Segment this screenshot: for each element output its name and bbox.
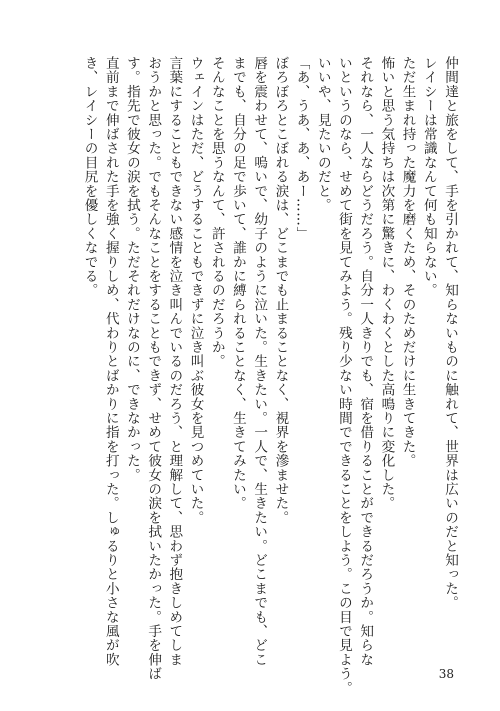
text-line: ウェインはただ、どうすることもできずに泣き叫ぶ彼女を見つめていた。 — [187, 56, 204, 525]
text-line: 怖いと思う気持ちは次第に驚きに、わくわくとした高鳴りに変化した。 — [378, 56, 395, 511]
text-line: 言葉にすることもできない感情を泣き叫んでいるのだろう、と理解して、思わず抱きしめてしま — [166, 56, 183, 667]
text-line: いというのなら、せめて街を見てみよう。残り少ない時間でできることをしよう。この目で見よう。 — [335, 56, 352, 695]
text-line: 唇を震わせて、嗚いで、幼子のように泣いた。生きたい。一人で、生きたい。どこまでも、どこ — [251, 56, 268, 667]
text-line: そんなことを思うなんて、許されるのだろうか。 — [208, 56, 225, 369]
text-line: ぼろぼろとこぼれる涙は、どこまでも止まることなく、視界を滲ませた。 — [272, 56, 289, 525]
text-line: 「あ、うあ、あ、あー……」 — [293, 56, 310, 241]
text-line: す。指先で彼女の涙を拭う。ただそれだけなのに、できなかった。 — [123, 56, 140, 482]
text-line: 直前まで伸ばされた手を強く握りしめ、代わりとばかりに指を打った。しゅるりと小さな風が吹 — [102, 56, 119, 667]
text-line: ただ生まれ持った魔力を磨くため、そのためだけに生きてきた。 — [399, 56, 416, 468]
page-number: 38 — [438, 667, 454, 681]
text-line: き、レイシーの目尻を優しくなでる。 — [81, 56, 98, 298]
text-line: 仲間達と旅をして、手を引かれて、知らないものに触れて、世界は広いのだと知った。 — [442, 56, 458, 610]
text-line: までも、自分の足で歩いて、誰かに縛られることなく、生きてみたい。 — [229, 56, 246, 511]
text-line: おうかと思った。でもそんなことをすることもできず、せめて彼女の涙を拭いたかった。手を伸ば — [145, 56, 162, 681]
text-line: レイシーは常識なんて何も知らない。 — [420, 56, 437, 298]
text-line: それなら、一人ならどうだろう。自分一人きりでも、宿を借りることができるだろうか。知らな — [357, 56, 374, 667]
text-line: いいや、見たいのだと。 — [314, 56, 331, 213]
